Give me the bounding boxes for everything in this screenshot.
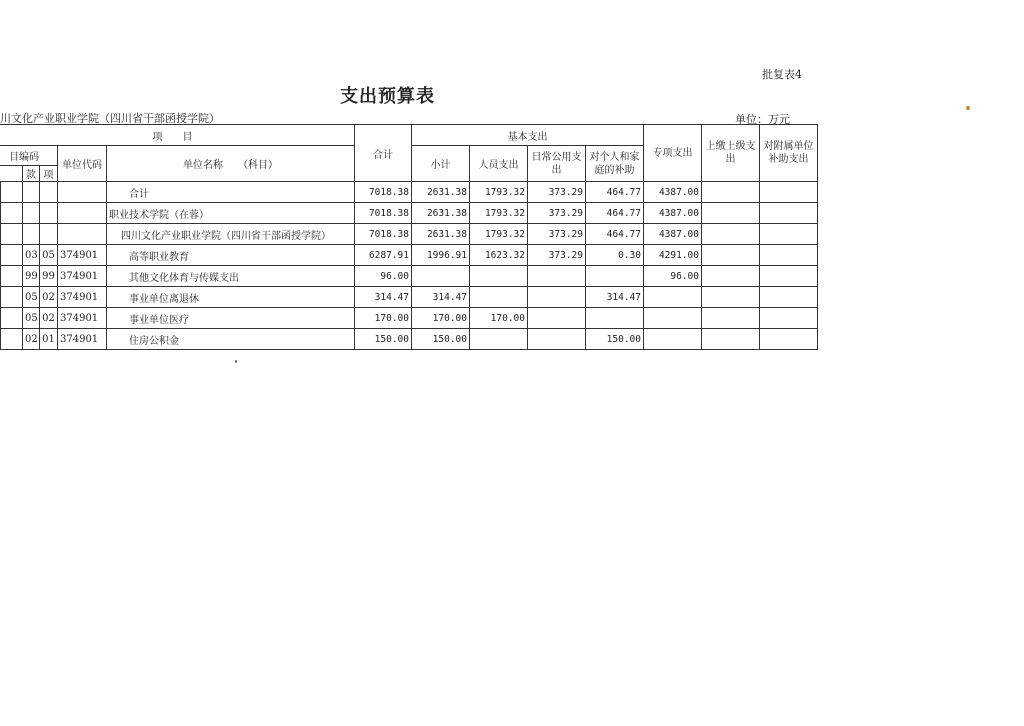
unit-name-cell: 合计 <box>107 182 355 203</box>
table-row <box>0 329 818 350</box>
personal-cell: 314.47 <box>586 287 644 308</box>
personal-cell: 464.77 <box>586 224 644 245</box>
subject-code-header: 目编码 <box>0 146 58 166</box>
xiang-cell: 02 <box>40 308 58 329</box>
table-row <box>0 266 818 287</box>
daily-cell <box>528 266 586 287</box>
lei-cell-2 <box>1 245 23 266</box>
daily-cell <box>528 329 586 350</box>
xiang-cell <box>40 182 58 203</box>
unit-code-cell: 374901 <box>58 245 107 266</box>
special-cell: 96.00 <box>644 266 702 287</box>
lei-cell-2 <box>1 224 23 245</box>
subtotal-cell <box>412 266 470 287</box>
xiang-cell: 02 <box>40 287 58 308</box>
daily-header: 日常公用支出 <box>528 146 586 182</box>
subsidiary-cell <box>760 329 818 350</box>
page-title: 支出预算表 <box>340 86 435 107</box>
subsidiary-cell <box>760 266 818 287</box>
unit-name-cell: 事业单位医疗 <box>107 308 355 329</box>
lei-cell-2 <box>1 182 23 203</box>
subtotal-cell: 150.00 <box>412 329 470 350</box>
subtotal-cell: 170.00 <box>412 308 470 329</box>
special-cell <box>644 329 702 350</box>
special-cell <box>644 308 702 329</box>
lei-cell-2 <box>1 266 23 287</box>
subsidiary-cell <box>760 245 818 266</box>
personal-cell: 464.77 <box>586 203 644 224</box>
header-row-1 <box>0 125 818 146</box>
subsidiary-cell <box>760 182 818 203</box>
unit-code-cell: 374901 <box>58 308 107 329</box>
personal-header: 对个人和家庭的补助 <box>586 146 644 182</box>
lei-cell-2 <box>1 308 23 329</box>
daily-cell: 373.29 <box>528 182 586 203</box>
unit-name-cell: 事业单位离退休 <box>107 287 355 308</box>
personnel-cell <box>470 329 528 350</box>
personnel-header: 人员支出 <box>470 146 528 182</box>
xiang-cell <box>40 224 58 245</box>
unit-code-cell: 374901 <box>58 266 107 287</box>
personnel-cell: 1623.32 <box>470 245 528 266</box>
total-cell: 7018.38 <box>355 203 412 224</box>
table-row <box>0 245 818 266</box>
upper-cell <box>702 182 760 203</box>
upper-cell <box>702 203 760 224</box>
kuan-cell: 99 <box>23 266 40 287</box>
total-cell: 150.00 <box>355 329 412 350</box>
upper-cell <box>702 308 760 329</box>
subtotal-cell: 314.47 <box>412 287 470 308</box>
daily-cell: 373.29 <box>528 203 586 224</box>
form-number: 批复表4 <box>762 68 802 81</box>
table-row <box>0 203 818 224</box>
upper-cell <box>702 266 760 287</box>
personnel-cell: 1793.32 <box>470 224 528 245</box>
subtotal-cell: 1996.91 <box>412 245 470 266</box>
total-cell: 7018.38 <box>355 182 412 203</box>
subtotal-cell: 2631.38 <box>412 203 470 224</box>
item-header: 项 目 <box>0 125 355 146</box>
upper-cell <box>702 245 760 266</box>
kuan-cell: 03 <box>23 245 40 266</box>
upper-header: 上缴上级支出 <box>702 125 760 182</box>
personnel-cell: 170.00 <box>470 308 528 329</box>
upper-cell <box>702 329 760 350</box>
unit-name-cell: 高等职业教育 <box>107 245 355 266</box>
unit-code-cell <box>58 182 107 203</box>
unit-label: 单位：万元 <box>735 113 790 126</box>
subtotal-header: 小计 <box>412 146 470 182</box>
unit-code-cell: 374901 <box>58 329 107 350</box>
subsidiary-cell <box>760 308 818 329</box>
total-cell: 96.00 <box>355 266 412 287</box>
personal-cell: 0.30 <box>586 245 644 266</box>
org-name: 川文化产业职业学院（四川省干部函授学院） <box>0 112 220 125</box>
personnel-cell <box>470 266 528 287</box>
table-row <box>0 224 818 245</box>
special-cell: 4387.00 <box>644 203 702 224</box>
xiang-cell: 05 <box>40 245 58 266</box>
kuan-cell: 05 <box>23 308 40 329</box>
budget-table <box>0 124 818 350</box>
scan-speck <box>235 360 237 363</box>
xiang-cell <box>40 203 58 224</box>
daily-cell: 373.29 <box>528 224 586 245</box>
total-cell: 7018.38 <box>355 224 412 245</box>
kuan-cell <box>23 224 40 245</box>
unit-code-cell: 374901 <box>58 287 107 308</box>
upper-cell <box>702 287 760 308</box>
special-cell: 4291.00 <box>644 245 702 266</box>
kuan-cell: 05 <box>23 287 40 308</box>
personal-cell <box>586 308 644 329</box>
unit-name-header: 单位名称 （科目） <box>107 146 355 182</box>
lei-header-cell <box>0 166 23 182</box>
special-cell: 4387.00 <box>644 182 702 203</box>
personal-cell: 150.00 <box>586 329 644 350</box>
xiang-cell: 99 <box>40 266 58 287</box>
unit-name-cell: 其他文化体育与传媒支出 <box>107 266 355 287</box>
unit-code-cell <box>58 224 107 245</box>
subsidiary-header: 对附属单位补助支出 <box>760 125 818 182</box>
daily-cell <box>528 308 586 329</box>
kuan-header: 款 <box>23 166 40 182</box>
personnel-cell: 1793.32 <box>470 203 528 224</box>
unit-code-header: 单位代码 <box>58 146 107 182</box>
daily-cell: 373.29 <box>528 245 586 266</box>
total-cell: 6287.91 <box>355 245 412 266</box>
basic-header: 基本支出 <box>412 125 644 146</box>
total-cell: 314.47 <box>355 287 412 308</box>
unit-name-cell: 住房公积金 <box>107 329 355 350</box>
special-cell: 4387.00 <box>644 224 702 245</box>
subtotal-cell: 2631.38 <box>412 182 470 203</box>
daily-cell <box>528 287 586 308</box>
table-row <box>0 308 818 329</box>
personal-cell: 464.77 <box>586 182 644 203</box>
subsidiary-cell <box>760 203 818 224</box>
lei-cell-2 <box>1 287 23 308</box>
unit-name-cell: 职业技术学院（在蓉） <box>107 203 355 224</box>
unit-name-cell: 四川文化产业职业学院（四川省干部函授学院） <box>107 224 355 245</box>
subsidiary-cell <box>760 287 818 308</box>
kuan-cell: 02 <box>23 329 40 350</box>
special-cell <box>644 287 702 308</box>
personal-cell <box>586 266 644 287</box>
personnel-cell <box>470 287 528 308</box>
table-row <box>0 287 818 308</box>
kuan-cell <box>23 182 40 203</box>
kuan-cell <box>23 203 40 224</box>
scan-speck <box>966 106 970 110</box>
xiang-cell: 01 <box>40 329 58 350</box>
unit-code-cell <box>58 203 107 224</box>
upper-cell <box>702 224 760 245</box>
total-header: 合计 <box>355 125 412 182</box>
table-row <box>0 182 818 203</box>
lei-cell-2 <box>1 203 23 224</box>
xiang-header: 项 <box>40 166 58 182</box>
lei-cell-2 <box>1 329 23 350</box>
special-header: 专项支出 <box>644 125 702 182</box>
personnel-cell: 1793.32 <box>470 182 528 203</box>
total-cell: 170.00 <box>355 308 412 329</box>
subsidiary-cell <box>760 224 818 245</box>
subtotal-cell: 2631.38 <box>412 224 470 245</box>
